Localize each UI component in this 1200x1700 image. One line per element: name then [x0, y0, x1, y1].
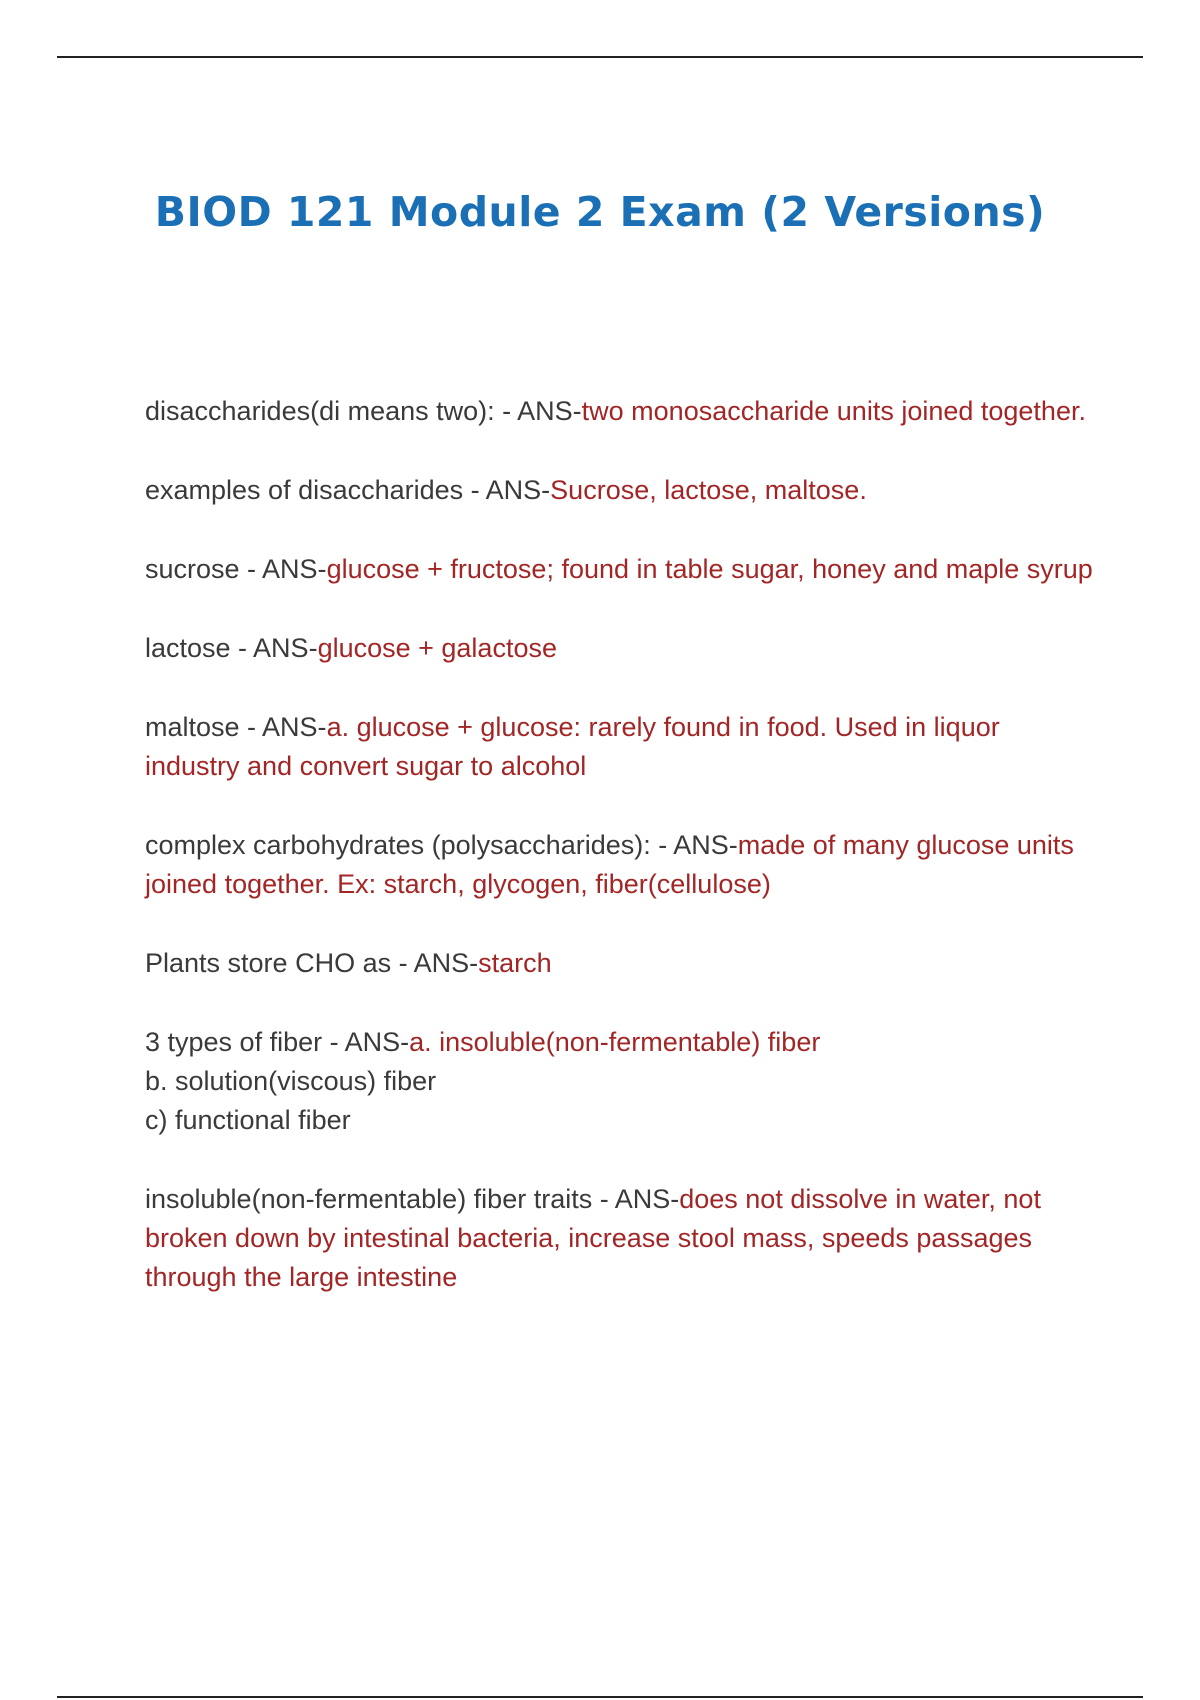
document-title: BIOD 121 Module 2 Exam (2 Versions) [154, 188, 1046, 236]
qa-item [145, 944, 1095, 983]
qa-answer: made of many glucose units joined together. Ex: starch, glycogen, fiber(cellulose) [145, 830, 1074, 899]
qa-answer: glucose + galactose [317, 633, 557, 663]
qa-question: sucrose - ANS- [145, 554, 327, 584]
qa-question: Plants store CHO as - ANS- [145, 948, 479, 978]
qa-question: maltose - ANS- [145, 712, 327, 742]
qa-item [145, 471, 1095, 510]
qa-answer: two monosaccharide units joined together. [581, 396, 1086, 426]
qa-item [145, 1180, 1095, 1297]
qa-item [145, 708, 1095, 786]
qa-extra-line: b. solution(viscous) fiber [145, 1066, 437, 1096]
qa-item [145, 629, 1095, 668]
qa-question: 3 types of fiber - ANS- [145, 1027, 410, 1057]
qa-question: insoluble(non-fermentable) fiber traits - ANS- [145, 1184, 680, 1214]
qa-item [145, 550, 1095, 589]
qa-extra-line: c) functional fiber [145, 1105, 351, 1135]
top-rule [57, 56, 1143, 58]
qa-answer: a. insoluble(non-fermentable) fiber [409, 1027, 821, 1057]
qa-item [145, 826, 1095, 904]
qa-item [145, 1023, 1095, 1140]
qa-answer: does not dissolve in water, not broken down by intestinal bacteria, increase stool mass, speeds passages through the large intestine [145, 1184, 1041, 1292]
qa-list [145, 392, 1095, 1337]
qa-answer: glucose + fructose; found in table sugar, honey and maple syrup [326, 554, 1093, 584]
qa-answer: a. glucose + glucose: rarely found in food. Used in liquor industry and convert sugar to alcohol [145, 712, 1000, 781]
qa-question: lactose - ANS- [145, 633, 318, 663]
qa-answer: starch [478, 948, 552, 978]
qa-question: examples of disaccharides - ANS- [145, 475, 551, 505]
qa-item [145, 392, 1095, 431]
bottom-rule [57, 1696, 1143, 1698]
qa-question: complex carbohydrates (polysaccharides): - ANS- [145, 830, 738, 860]
qa-question: disaccharides(di means two): - ANS- [145, 396, 582, 426]
qa-answer: Sucrose, lactose, maltose. [550, 475, 867, 505]
